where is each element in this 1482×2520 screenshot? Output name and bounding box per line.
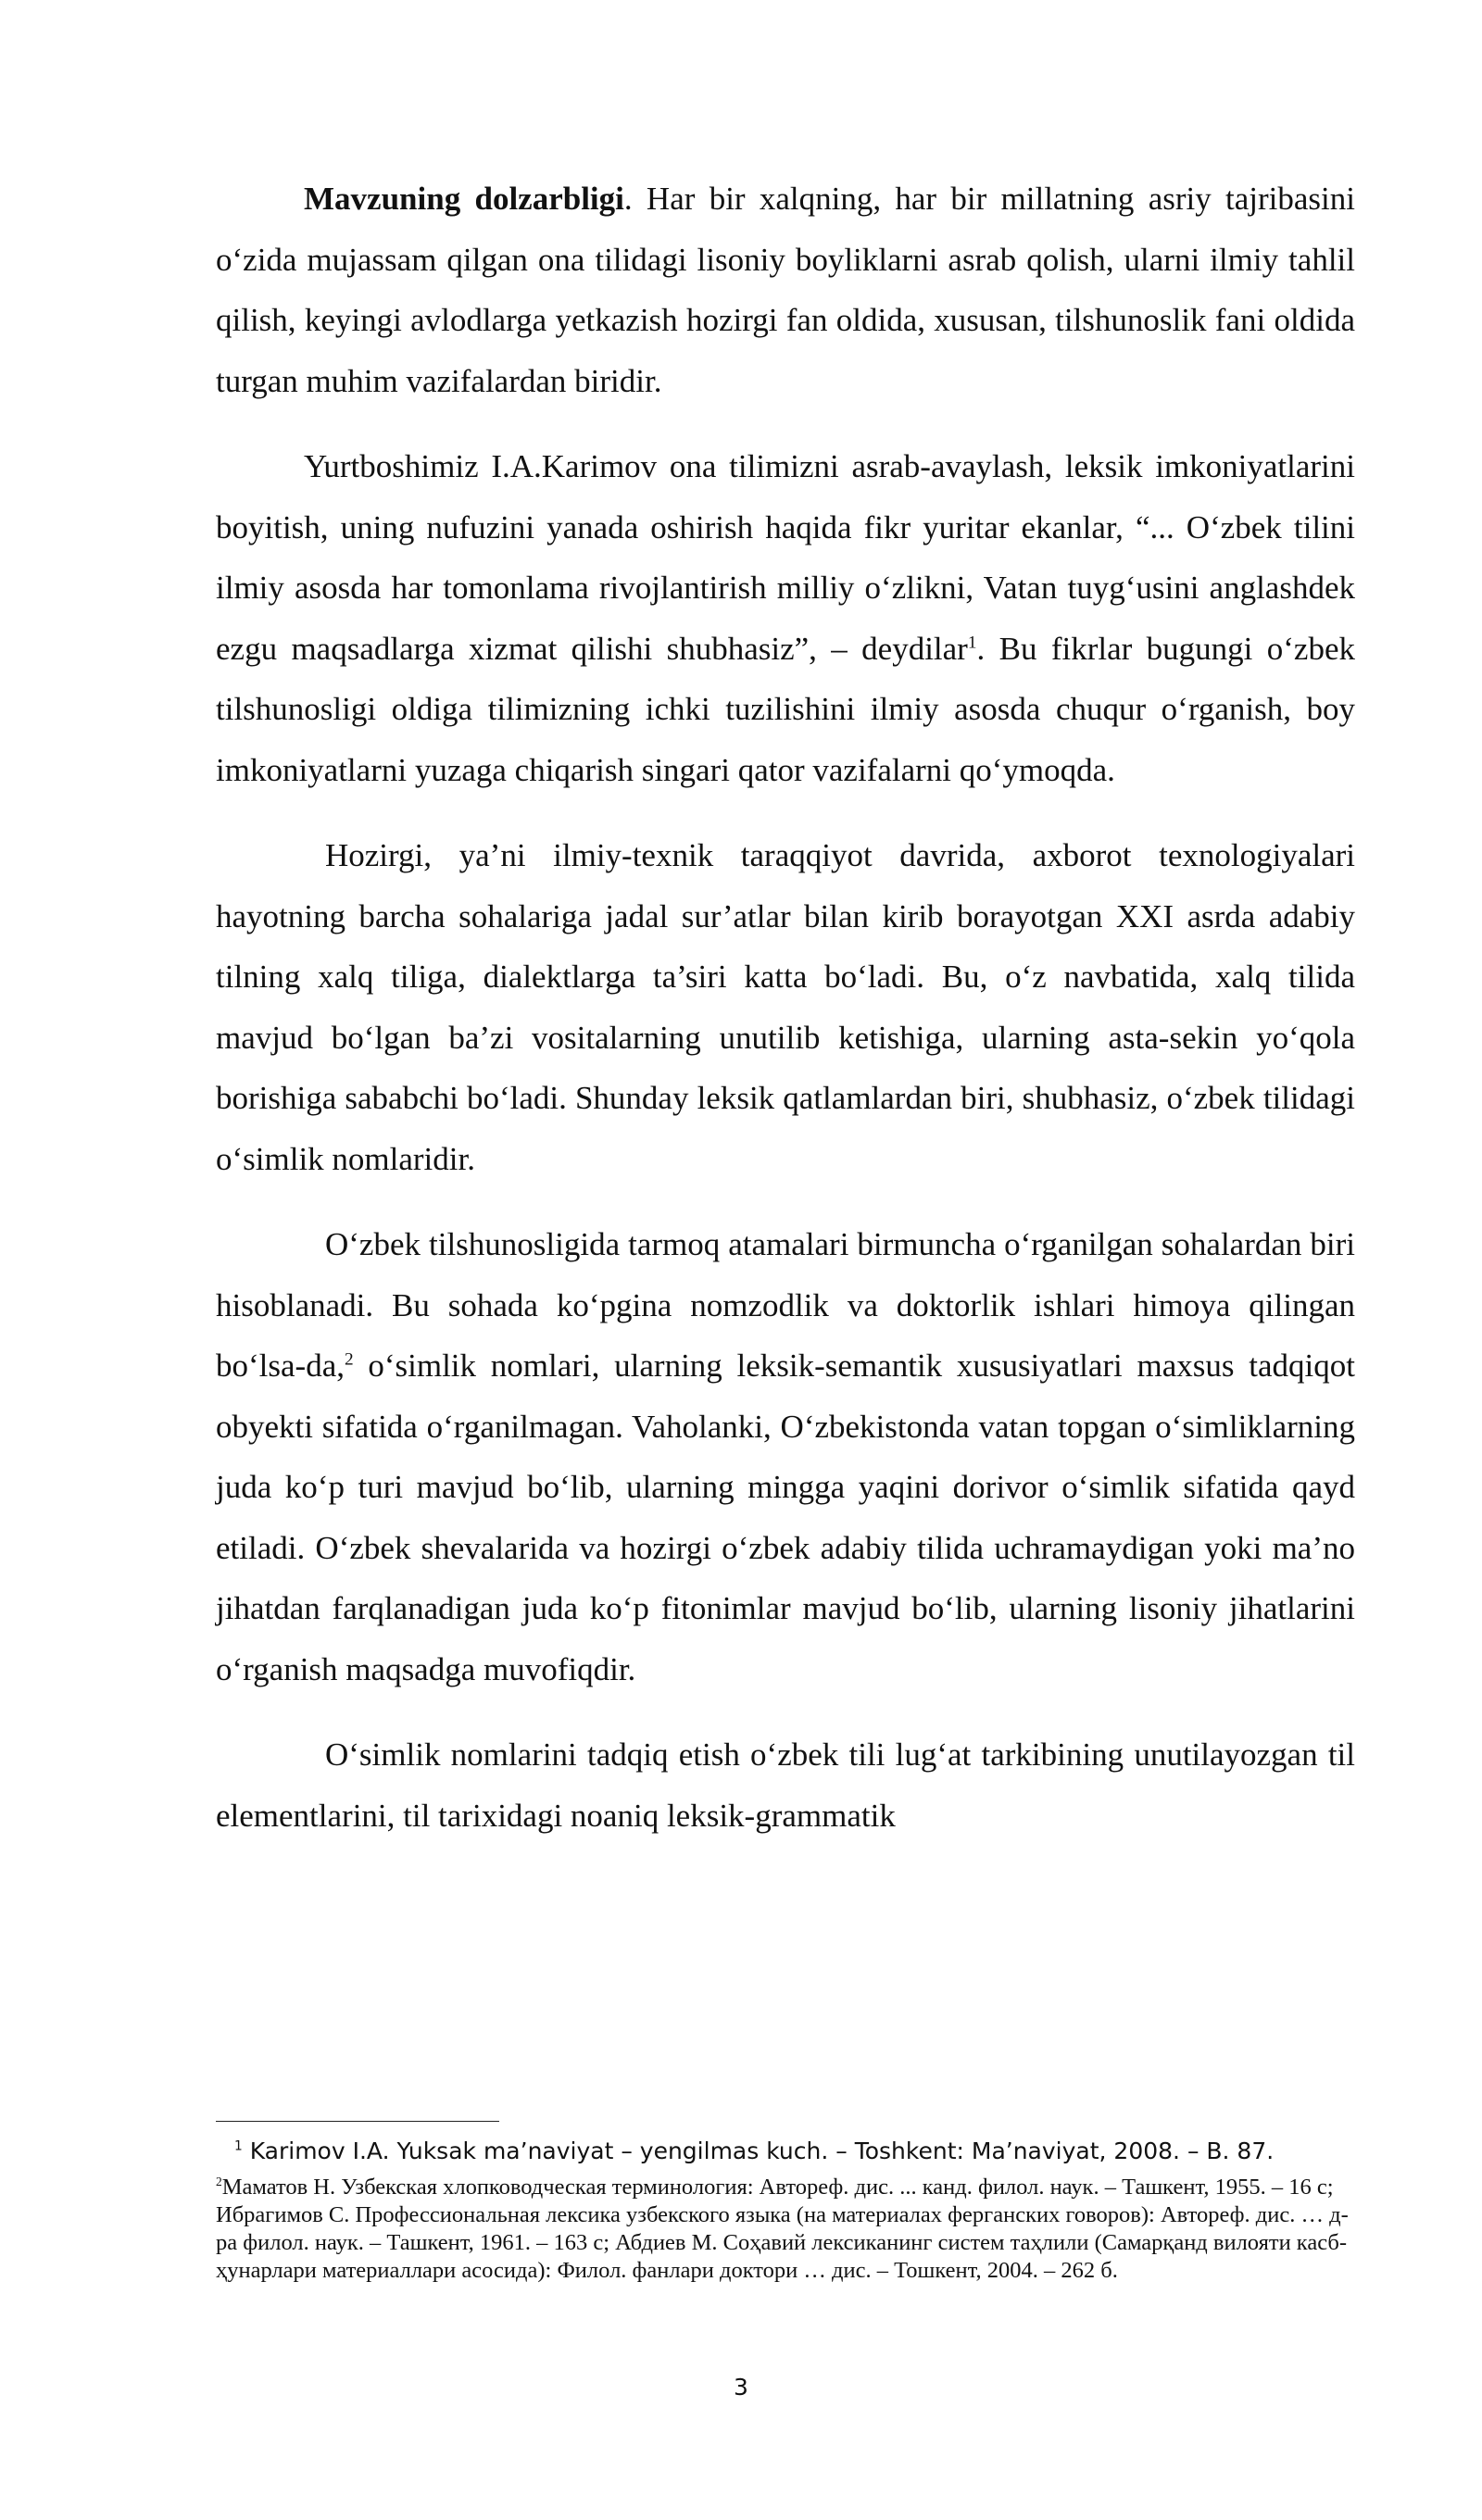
footnote-ref-1[interactable]: 1 (967, 632, 977, 652)
paragraph-text: . Har bir xalqning, har bir millatning asriy tajribasini oʻzida mujassam qilgan ona tilidagi lisoniy boyliklarni asrab qolish, ularni ilmiy tahlil qilish, keyingi avlodlarga yetkazish hozirgi fan oldida, xususan, tilshunoslik fani oldida turgan muhim vazifalardan biridir. (216, 181, 1356, 399)
paragraph-text: Oʻsimlik nomlarini tadqiq etish oʻzbek tili lugʻat tarkibining unutilayozgan til elementlarini, til tarixidagi noaniq leksik-grammatik (216, 1736, 1355, 1834)
footnote-ref-2[interactable]: 2 (344, 1349, 354, 1370)
page-number: 3 (734, 2374, 748, 2401)
paragraph-text: Oʻzbek tilshunosligida tarmoq atamalari birmuncha oʻrganilgan sohalardan biri hisoblanadi. Bu sohada koʻpgina nomzodlik va doktorlik ishlari himoya qilingan boʻlsa-da, (216, 1226, 1355, 1384)
paragraph-text: . Bu fikrlar bugungi oʻzbek tilshunosligi oldiga tilimizning ichki tuzilishini ilmiy asosda chuqur oʻrganish, boy imkoniyatlarni yuzaga chiqarish singari qator vazifalarni qoʻymoqda. (216, 630, 1355, 788)
footnote-1 (216, 2133, 1355, 2170)
paragraph-modern-era (216, 825, 1355, 1189)
paragraph-karimov-quote (216, 436, 1355, 800)
paragraph-text: Hozirgi, ya’ni ilmiy-texnik taraqqiyot davrida, axborot texnologiyalari hayotning barcha sohalariga jadal sur’atlar bilan kirib borayotgan XXI asrda adabiy tilning xalq tiliga, dialektlarga ta’siri katta boʻladi. Bu, oʻz navbatida, xalq tilida mavjud boʻlgan ba’zi vositalarning unutilib ketishiga, ularning asta-sekin yoʻqola borishiga sababchi boʻladi. Shunday leksik qatlamlardan biri, shubhasiz, oʻzbek tilidagi oʻsimlik nomlaridir. (216, 837, 1355, 1177)
paragraph-relevance (216, 169, 1355, 411)
paragraph-terminology (216, 1214, 1355, 1699)
footnote-separator (216, 2121, 499, 2122)
paragraph-text: oʻsimlik nomlari, ularning leksik-semantik xususiyatlari maxsus tadqiqot obyekti sifatida oʻrganilmagan. Vaholanki, Oʻzbekistonda vatan topgan oʻsimliklarning juda koʻp turi mavjud boʻlib, ularning mingga yaqini dorivor oʻsimlik sifatida qayd etiladi. Oʻzbek shevalarida va hozirgi oʻzbek adabiy tilida uchramaydigan yoki ma’no jihatdan farqlanadigan juda koʻp fitonimlar mavjud boʻlib, ularning lisoniy jihatlarini oʻrganish maqsadga muvofiqdir. (216, 1348, 1355, 1687)
footnote-2 (216, 2174, 1355, 2285)
footnotes (216, 2133, 1355, 2285)
footnote-text: Karimov I.A. Yuksak ma’naviyat – yengilmas kuch. – Toshkent: Ma’naviyat, 2008. – B. 87. (242, 2138, 1275, 2164)
section-heading-inline: Mavzuning dolzarbligi (304, 181, 624, 217)
body-text (216, 169, 1355, 1871)
paragraph-plant-names (216, 1724, 1355, 1846)
footnote-number: 1 (234, 2138, 243, 2154)
footnote-text: Маматов Н. Узбекская хлопководческая терминология: Автореф. дис. ... канд. филол. наук. – Ташкент, 1955. – 16 с; Ибрагимов С. Профессиональная лексика узбекского языка (на материалах ферганских говоров): Автореф. дис. … д-ра филол. наук. – Ташкент, 1961. – 163 с; Абдиев М. Соҳавий лексиканинг систем таҳлили (Самарқанд вилояти касб-ҳунарлари материаллари асосида): Филол. фанлари доктори … дис. – Тошкент, 2004. – 262 б. (216, 2175, 1349, 2283)
footnote-number: 2 (216, 2174, 222, 2188)
paragraph-text: Yurtboshimiz I.A.Karimov ona tilimizni asrab-avaylash, leksik imkoniyatlarini boyitish, uning nufuzini yanada oshirish haqida fikr yuritar ekanlar, “... Oʻzbek tilini ilmiy asosda har tomonlama rivojlantirish milliy oʻzlikni, Vatan tuygʻusini anglashdek ezgu maqsadlarga xizmat qilishi shubhasiz”, – deydilar (216, 448, 1355, 667)
